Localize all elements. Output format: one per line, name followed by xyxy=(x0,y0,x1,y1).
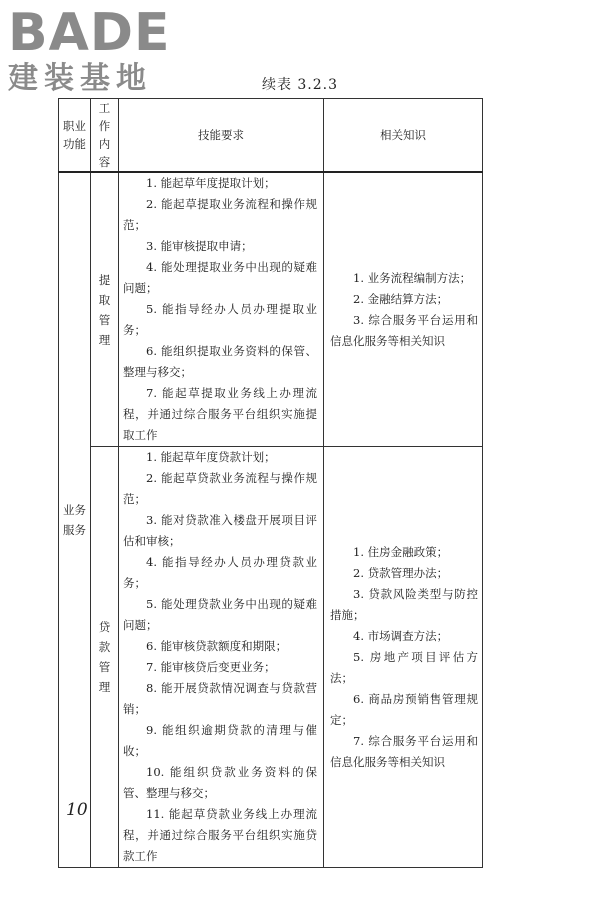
skill-item: 1. 能起草年度提取计划； xyxy=(146,176,276,190)
skill-item: 6. 能审核贷款额度和期限； xyxy=(146,639,288,653)
header-content: 工作内容 xyxy=(91,99,119,173)
skill-item: 5. 能处理贷款业务中出现的疑难问题； xyxy=(123,597,317,632)
table-caption: 续表 3.2.3 xyxy=(261,77,339,93)
skill-item: 8. 能开展贷款情况调查与贷款营销； xyxy=(123,681,317,716)
skill-item: 7. 能审核贷后变更业务； xyxy=(146,660,276,674)
knowledge-cell xyxy=(324,172,483,447)
logo-brand: BADE xyxy=(8,3,171,63)
logo-subtitle: 建装基地 xyxy=(8,61,152,96)
skills-cell xyxy=(119,447,324,868)
knowledge-item: 6. 商品房预销售管理规定； xyxy=(330,691,478,727)
skills-table xyxy=(58,98,483,868)
table-row xyxy=(59,447,483,868)
knowledge-item: 3. 贷款风险类型与防控措施； xyxy=(330,586,478,622)
page-number: 10 xyxy=(66,800,88,820)
skills-cell xyxy=(119,172,324,447)
skill-item: 2. 能起草提取业务流程和操作规范； xyxy=(123,197,317,232)
skill-item: 11. 能起草贷款业务线上办理流程，并通过综合服务平台组织实施贷款工作 xyxy=(123,807,317,863)
skill-item: 4. 能处理提取业务中出现的疑难问题； xyxy=(123,260,317,295)
function-cell: 业务服务 xyxy=(59,172,91,868)
table-row xyxy=(59,172,483,447)
knowledge-item: 5. 房地产项目评估方法； xyxy=(330,649,478,685)
skill-item: 3. 能审核提取申请； xyxy=(146,239,253,253)
skill-item: 7. 能起草提取业务线上办理流程，并通过综合服务平台组织实施提取工作 xyxy=(123,386,317,442)
knowledge-item: 1. 业务流程编制方法； xyxy=(353,270,472,285)
skill-item: 9. 能组织逾期贷款的清理与催收； xyxy=(123,723,317,758)
header-function: 职业功能 xyxy=(59,99,91,173)
header-skill: 技能要求 xyxy=(119,99,324,173)
knowledge-item: 7. 综合服务平台运用和信息化服务等相关知识 xyxy=(330,733,478,769)
skill-item: 2. 能起草贷款业务流程与操作规范； xyxy=(123,471,317,506)
skill-item: 3. 能对贷款准入楼盘开展项目评估和审核； xyxy=(123,513,317,548)
table-header-row xyxy=(59,99,483,173)
knowledge-item: 3. 综合服务平台运用和信息化服务等相关知识 xyxy=(330,312,478,348)
knowledge-item: 2. 金融结算方法； xyxy=(353,291,449,306)
skill-item: 4. 能指导经办人员办理贷款业务； xyxy=(123,555,317,590)
skill-item: 6. 能组织提取业务资料的保管、整理与移交； xyxy=(123,344,317,379)
content-cell: 贷款管理 xyxy=(91,447,119,868)
knowledge-item: 4. 市场调查方法； xyxy=(353,628,449,643)
knowledge-cell xyxy=(324,447,483,868)
knowledge-item: 1. 住房金融政策； xyxy=(353,544,449,559)
skill-item: 10. 能组织贷款业务资料的保管、整理与移交； xyxy=(123,765,317,800)
skill-item: 1. 能起草年度贷款计划； xyxy=(146,450,276,464)
knowledge-item: 2. 贷款管理办法； xyxy=(353,565,449,580)
skill-item: 5. 能指导经办人员办理提取业务； xyxy=(123,302,317,337)
header-knowledge: 相关知识 xyxy=(324,99,483,173)
content-cell: 提取管理 xyxy=(91,172,119,447)
